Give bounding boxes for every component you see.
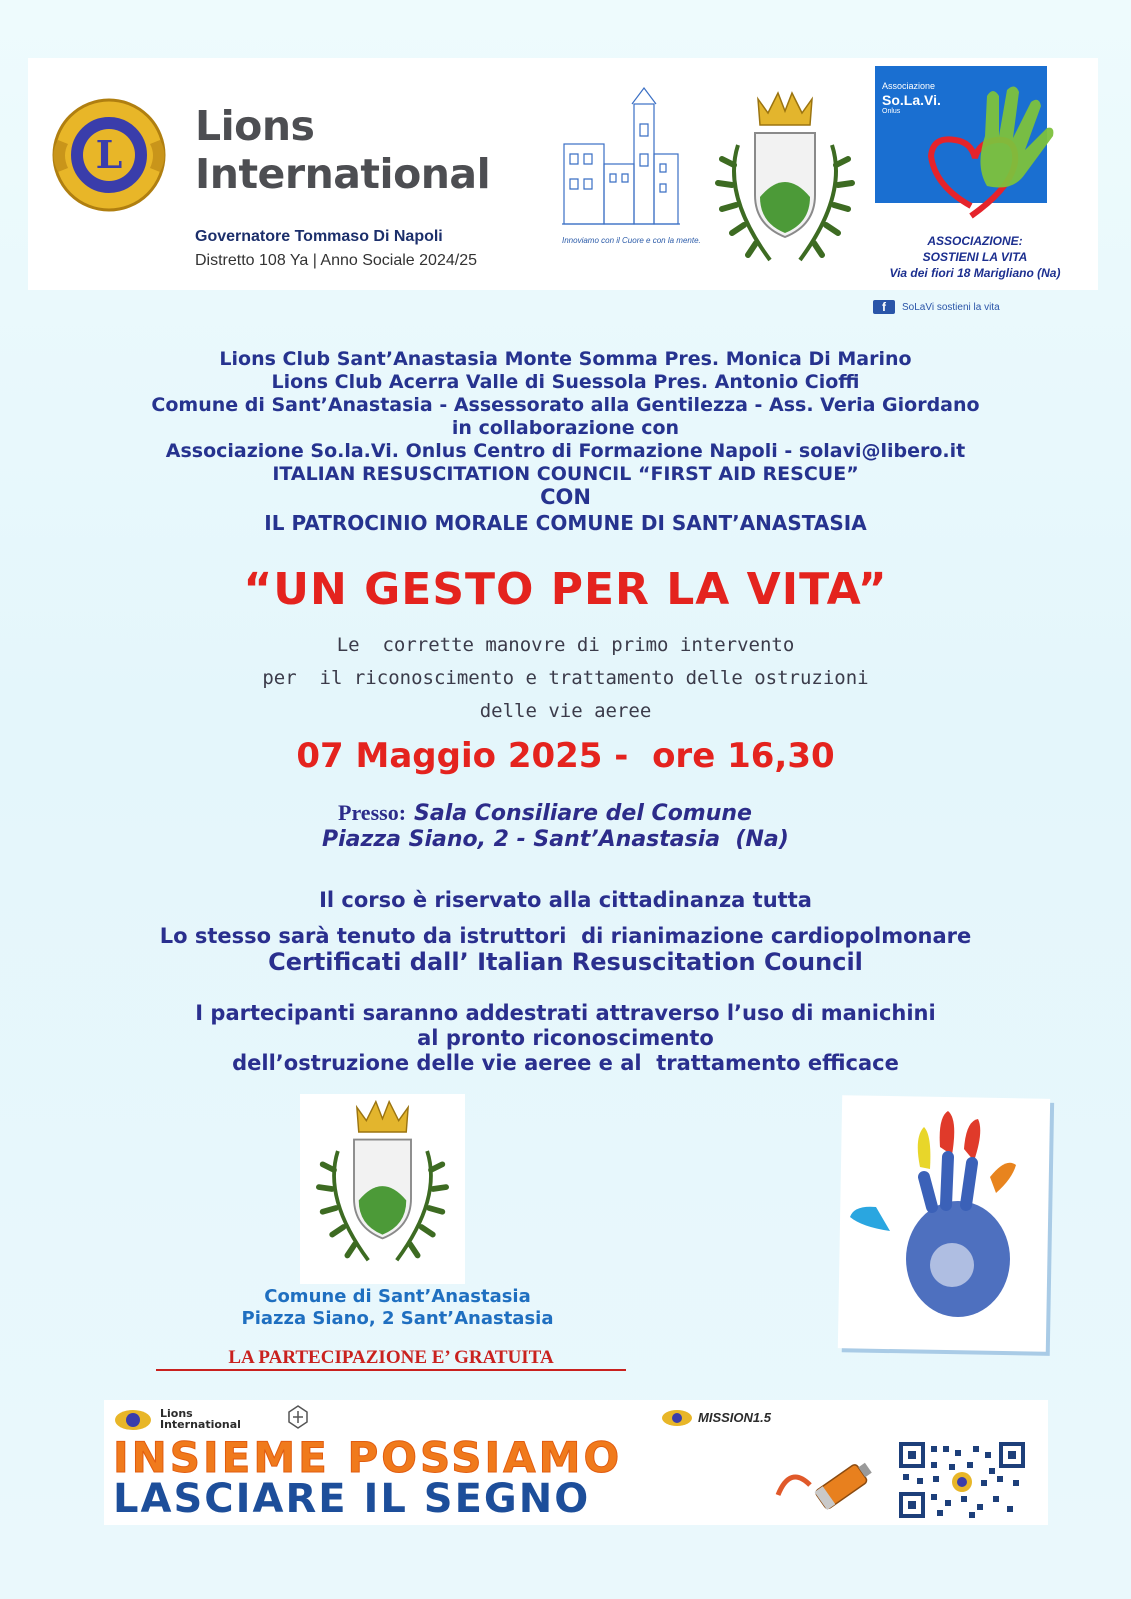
organizer-line: CON — [540, 485, 591, 509]
solavi-onlus: Onlus — [882, 108, 901, 115]
event-date-time: 07 Maggio 2025 - ore 16,30 — [296, 736, 835, 776]
organizer-line: Lions Club Sant’Anastasia Monte Somma Pres. Monica Di Marino — [219, 348, 912, 370]
info-line: dell’ostruzione delle vie aeree e al trattamento efficace — [232, 1051, 899, 1075]
comune-name: Comune di Sant’Anastasia — [264, 1286, 531, 1307]
solavi-label-line1: ASSOCIAZIONE: — [927, 234, 1023, 248]
organizer-line: ITALIAN RESUSCITATION COUNCIL “FIRST AID RESCUE” — [272, 463, 859, 485]
lions-emblem-icon — [44, 90, 174, 220]
info-line: Lo stesso sarà tenuto da istruttori di rianimazione cardiopolmonare — [159, 924, 972, 948]
event-subtitle-line: per il riconoscimento e trattamento delle ostruzioni — [262, 667, 869, 689]
club-logo-icon — [285, 1404, 311, 1430]
lions-title-line1: Lions — [195, 102, 315, 150]
solavi-facebook-text: SoLaVi sostieni la vita — [902, 302, 1000, 313]
footer-lions-line2: International — [160, 1418, 241, 1431]
town-sketch-icon — [562, 84, 680, 234]
venue-line — [338, 800, 752, 826]
organizer-line: Lions Club Acerra Valle di Suessola Pres. Antonio Cioffi — [271, 371, 860, 393]
solavi-assoc: Associazione — [882, 81, 936, 91]
svg-text:L: L — [95, 132, 123, 177]
organizer-line: IL PATROCINIO MORALE COMUNE DI SANT’ANASTASIA — [264, 511, 867, 535]
lions-emblem-icon — [113, 1408, 153, 1432]
lions-title — [195, 102, 490, 198]
crest-icon — [700, 85, 870, 285]
venue-place: Sala Consiliare del Comune — [414, 801, 752, 826]
handprint-icon — [840, 1097, 1048, 1350]
footer-lions-line1: Lions — [160, 1407, 193, 1420]
venue-address: Piazza Siano, 2 - Sant’Anastasia (Na) — [322, 827, 789, 852]
town-motto: Innoviamo con il Cuore e con la mente. — [562, 236, 701, 245]
lions-emblem-icon — [660, 1409, 694, 1427]
solavi-label-line2: SOSTIENI LA VITA — [922, 250, 1028, 264]
info-line: I partecipanti saranno addestrati attraverso l’uso di manichini — [195, 1001, 936, 1025]
lions-title-line2: International — [195, 150, 491, 198]
lions-governor: Governatore Tommaso Di Napoli — [195, 228, 443, 245]
comune-address: Piazza Siano, 2 Sant’Anastasia — [241, 1308, 554, 1329]
event-subtitle-line: Le corrette manovre di primo intervento — [336, 634, 795, 656]
venue-label: Presso: — [338, 800, 407, 825]
info-line: Il corso è riservato alla cittadinanza tutta — [319, 888, 812, 912]
organizer-line: Associazione So.la.Vi. Onlus Centro di Formazione Napoli - solavi@libero.it — [165, 440, 966, 462]
info-line: al pronto riconoscimento — [417, 1026, 714, 1050]
event-subtitle-line: delle vie aeree — [479, 700, 652, 722]
facebook-icon: f — [873, 300, 895, 314]
footer-lions-text — [160, 1408, 241, 1430]
organizer-line: Comune di Sant’Anastasia - Assessorato alla Gentilezza - Ass. Veria Giordano — [151, 394, 980, 416]
solavi-name: So.La.Vi. — [882, 92, 941, 108]
spray-can-icon — [770, 1455, 880, 1520]
free-participation-note: LA PARTECIPAZIONE E’ GRATUITA — [156, 1347, 626, 1371]
organizer-line: in collaborazione con — [451, 417, 680, 439]
slogan-line1: INSIEME POSSIAMO — [113, 1433, 623, 1482]
crest-icon — [300, 1094, 465, 1284]
info-line-highlight: Certificati dall’ Italian Resuscitation Council — [268, 948, 863, 976]
qr-code-icon[interactable] — [897, 1440, 1027, 1520]
solavi-label-line3: Via dei fiori 18 Marigliano (Na) — [889, 266, 1061, 280]
solavi-assoc-label — [880, 233, 1070, 281]
lions-district: Distretto 108 Ya | Anno Sociale 2024/25 — [195, 252, 477, 269]
mission-label: MISSION1.5 — [698, 1410, 771, 1425]
event-title: “UN GESTO PER LA VITA” — [243, 564, 888, 615]
slogan-line2: LASCIARE IL SEGNO — [113, 1476, 591, 1522]
